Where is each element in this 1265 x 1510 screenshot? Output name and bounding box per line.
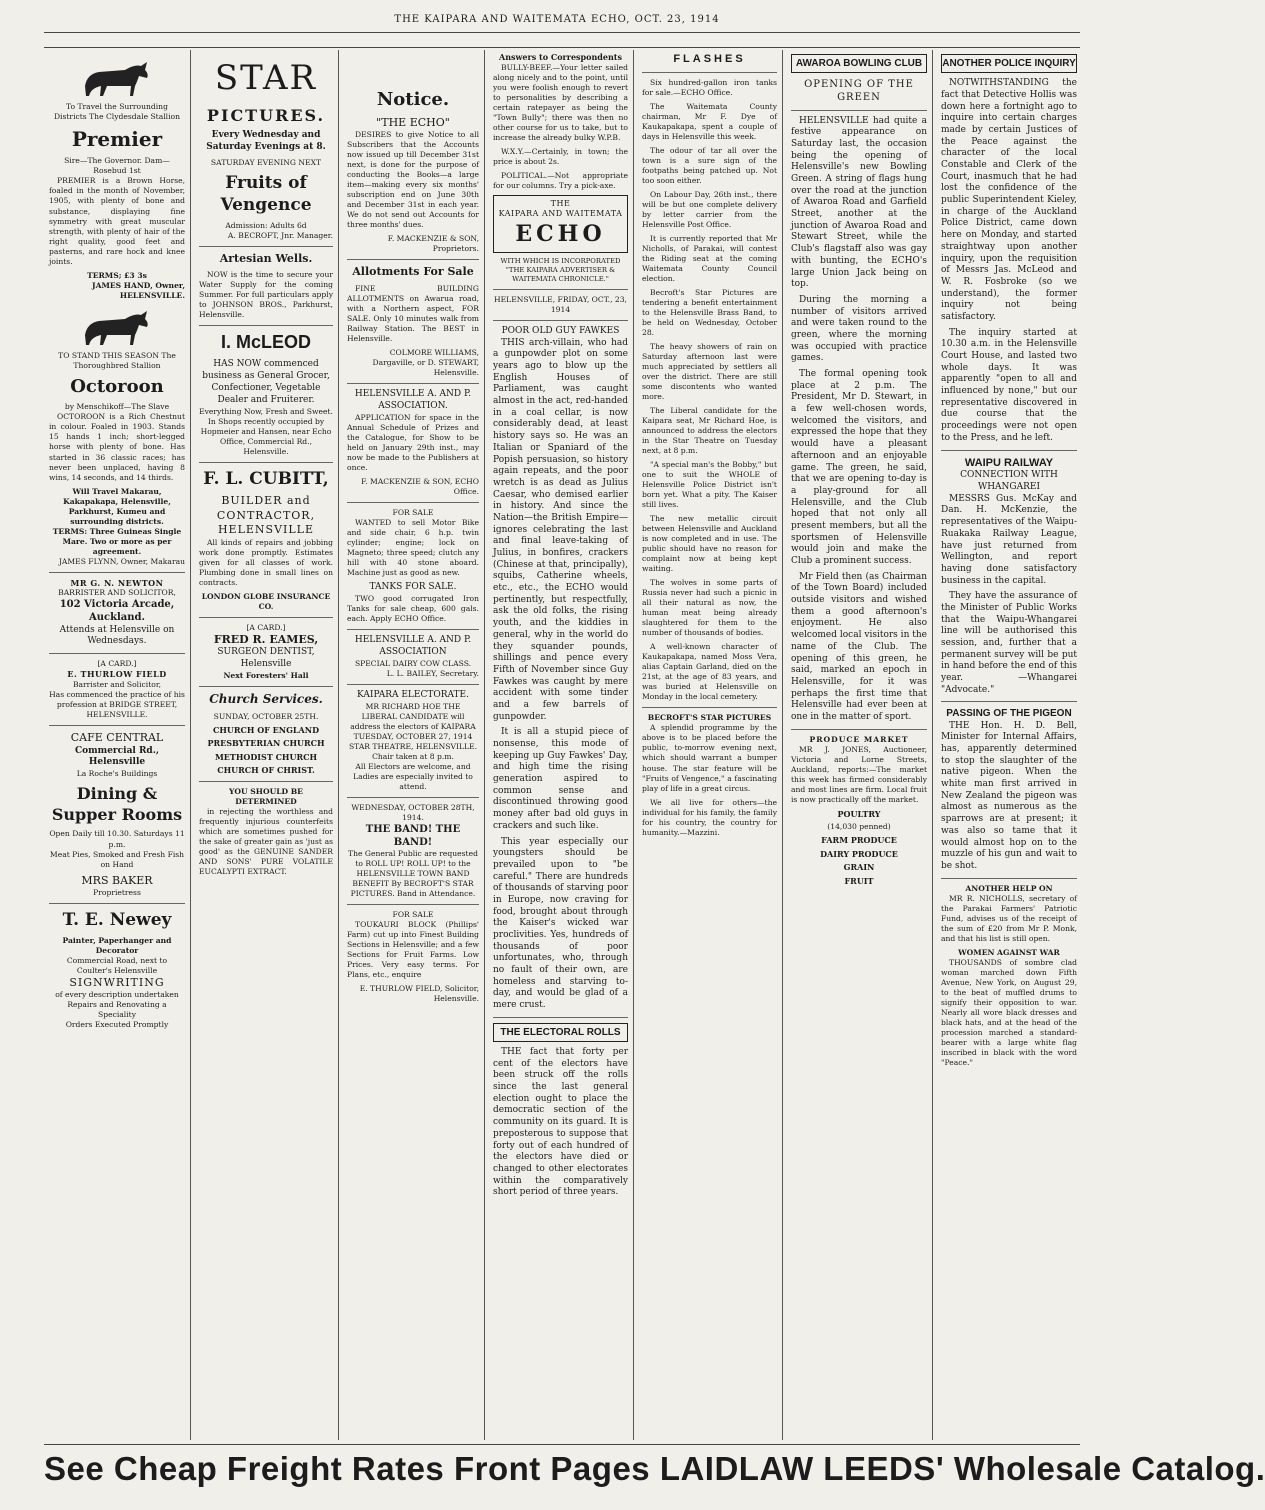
church-date: SUNDAY, OCTOBER 25TH. [213, 711, 319, 721]
column-rule [484, 50, 485, 1440]
eames-addr: Next Foresters' Hall [223, 670, 309, 680]
bowling-body-3: The formal opening took place at 2 p.m. The President, Mr D. Stewart, in a few well-chosen words, welcomed the visitors, and expressed the hope that they would have a pleasant afternoon and an enjoyable game. The green, he said, that we are opening to-day is a play-ground for all Helensville, and the Club hoped that not only all present members, but all the sportsmen of Helensville would join and make the Club a prominent success. [791, 369, 927, 566]
divider [49, 725, 185, 726]
dining-hours: Open Daily till 10.30. Saturdays 11 p.m. [49, 829, 185, 849]
echo-nameplate [493, 195, 628, 253]
premier-sire: Sire—The Governor. Dam—Rosebud 1st [64, 156, 170, 176]
divider [791, 729, 927, 730]
star-days: Every Wednesday and Saturday Evenings at 8. [206, 129, 326, 152]
notice-body: DESIRES to give Notice to all Subscribers that the Accounts now issued up till December 31st next, is done for the purpose of conducting the Books—a large item—making every six months' subscription end on June 30th and December 31st in each year. We do not send out Accounts for three months' dues. [347, 130, 479, 230]
notice-echo: "THE ECHO" [376, 115, 450, 129]
railway-sub: CONNECTION WITH WHANGAREI [960, 470, 1058, 492]
help-title: ANOTHER HELP ON [965, 883, 1053, 893]
help-body: MR R. NICHOLLS, secretary of the Parakai Farmers' Patriotic Fund, advises us of the receipt of the sum of £20 from Mr P. Monk, and that his list is still open. [941, 893, 1077, 943]
divider [347, 684, 479, 685]
star-manager: A. BECROFT, Jnr. Manager. [227, 230, 333, 240]
divider [642, 707, 777, 708]
divider [941, 450, 1077, 451]
flashes-p10: The new metallic circuit between Helensville and Auckland is now completed and in use. The public should have no reason for complaint now at being kept waiting. [642, 514, 777, 574]
premier-intro: To Travel the Surrounding Districts The Clydesdale Stallion [53, 102, 181, 122]
card-label: [A CARD.] [246, 622, 286, 632]
newton-addr: 102 Victoria Arcade, Auckland. [59, 599, 175, 624]
dairy-sign: L. L. BAILEY, Secretary. [386, 668, 479, 678]
answers-political: POLITICAL.—Not appropriate for our columns. Try a pick-axe. [493, 170, 628, 190]
dairy-title: DAIRY PRODUCE [820, 848, 898, 859]
answers-wxy: W.X.Y.—Certainly, in town; the price is about 2s. [493, 146, 628, 166]
electoral-rolls-title: THE ELECTORAL ROLLS [493, 1023, 628, 1042]
octoroon-travel: Will Travel Makarau, Kakapakapa, Helensville, Parkhurst, Kumeu and surrounding districts. [63, 486, 171, 526]
column-rule [190, 50, 191, 1440]
flashes-p2: The Waitemata County chairman, Mr F. Dye of Kaukapakapa, spent a couple of days in Helensville this week. [642, 101, 777, 141]
divider [941, 878, 1077, 879]
fruit-title: FRUIT [844, 875, 874, 886]
ap-sign: F. MACKENZIE & SON, ECHO Office. [361, 476, 479, 496]
artesian-title: Artesian Wells. [219, 251, 313, 265]
divider [347, 797, 479, 798]
sale2-title: FOR SALE [392, 910, 434, 920]
column-2 [194, 52, 338, 1440]
flashes-p7: The heavy showers of rain on Saturday afternoon last were much appreciated by settlers all over the district. There are still some discontents who wanted more. [642, 341, 777, 401]
orders: Orders Executed Promptly [65, 1020, 169, 1030]
flashes-p11: The wolves in some parts of Russia never had such a picnic in all their natural as now, the human meat being already slaughtered for them to the number of thousands of bodies. [642, 578, 777, 638]
premier-owner: JAMES HAND, Owner, HELENSVILLE. [91, 280, 185, 300]
divider [199, 617, 333, 618]
echo-kw: KAIPARA AND WAITEMATA [498, 209, 623, 219]
column-rule [932, 50, 933, 1440]
eames-role: SURGEON DENTIST, Helensville [217, 647, 315, 670]
divider [493, 289, 628, 290]
farm-title: FARM PRODUCE [821, 835, 897, 846]
band-dates: WEDNESDAY, OCTOBER 28TH, 1914. [351, 802, 475, 822]
poultry-sub: (14,030 penned) [827, 822, 891, 832]
column-1 [44, 52, 190, 1440]
sale-title: FOR SALE [392, 507, 434, 517]
church-england: CHURCH OF ENGLAND [212, 724, 320, 735]
police-body: NOTWITHSTANDING the fact that Detective Hollis was down here a fortnight ago to inquire into certain charges made by certain Justices of the Peace against the character of the local Constable and Clerk of the Court, inasmuch that he had lost the confidence of the public Superintendent Kieley, in charge of the Auckland Police District, came down here on Monday, and started straightway upon another inquiry, upon the requisition of Messrs Jas. McLeod and W. R. Fosbroke (so we understand), the former inquiry not being satisfactory. [941, 78, 1077, 322]
elect-body: MR RICHARD HOE THE LIBERAL CANDIDATE will address the electors of KAIPARA TUESDAY, OCTOBER 27, 1914 STAR THEATRE, HELENSVILLE. [348, 701, 478, 751]
divider [347, 904, 479, 905]
flashes-p5: It is currently reported that Mr Nicholls, of Parakai, will contest the Riding seat at the coming Waitemata County Council election. [642, 233, 777, 283]
divider [347, 629, 479, 630]
column-3 [342, 52, 484, 1440]
answers-title: Answers to Correspondents [499, 52, 622, 62]
star-film: Fruits of Vengence [220, 172, 312, 216]
newton-attend: Attends at Helensville on Wednesdays. [59, 624, 175, 647]
masthead-rule [44, 32, 1080, 33]
becroft-end: We all live for others—the individual for his family, the family for his country, the country for humanity.—Mazzini. [642, 797, 777, 837]
becroft-body: A splendid programme by the above is to be placed before the public, to-morrow evening next, which should warrant a bumper house. The star feature will be "Fruits of Vengence," a fascinating play of life in a great circus. [642, 723, 777, 793]
field-name: E. THURLOW FIELD [67, 669, 167, 680]
elect-title: KAIPARA ELECTORATE. [357, 689, 469, 700]
bowling-body: HELENSVILLE had quite a festive appearance on Saturday last, the occasion being the opening of Helensville's new Bowling Green. A string of flags hung over the road at the junction of Awaroa Road and Garfield Street, another at the junction of Awaroa Road and Stewart Street, while the Club's flagstaff also was gay with bunting, the ECHO's large Union Jack being on top. [791, 115, 927, 290]
flashes-p1: Six hundred-gallon iron tanks for sale.—ECHO Office. [642, 77, 777, 97]
divider [642, 72, 777, 73]
star-next: SATURDAY EVENING NEXT [210, 157, 322, 167]
newton-role: BARRISTER AND SOLICITOR, [58, 588, 176, 598]
echo-incorporated: WITH WHICH IS INCORPORATED "THE KAIPARA ADVERTISER & WAITEMATA CHRONICLE." [500, 256, 621, 283]
bowling-body-4: Mr Field then (as Chairman of the Town Board) included outside visitors and wished them a good afternoon's enjoyment. He also welcomed local visitors in the name of the Club. The opening of this green, he said, marked an epoch in Helensville, for it was perhaps the first time that Helensville had ever been at one in the matter of sport. [791, 571, 927, 722]
dining-fare: Meat Pies, Smoked and Fresh Fish on Hand [49, 849, 185, 869]
allotments-title: Allotments For Sale [352, 265, 474, 279]
divider [347, 259, 479, 260]
church-title: Church Services. [209, 691, 323, 706]
guy-title: POOR OLD GUY FAWKES [501, 325, 620, 336]
flashes-p3: The odour of tar all over the town is a sure sign of the footpaths being patched up. Not too soon either. [642, 145, 777, 185]
divider [49, 572, 185, 573]
divider [493, 1017, 628, 1018]
cafe-name: CAFE CENTRAL [70, 730, 164, 744]
premier-terms: TERMS; £3 3s [87, 270, 147, 280]
cubitt-name: F. L. CUBITT, [203, 468, 329, 489]
pigeon-title: PASSING OF THE PIGEON [946, 708, 1072, 720]
star-admission: Admission: Adults 6d [225, 220, 307, 230]
dairy-sub: SPECIAL DAIRY COW CLASS. [354, 658, 472, 668]
repairs: Repairs and Renovating a Speciality [67, 1000, 167, 1020]
guy-body-2: It is all a stupid piece of nonsense, this mode of keeping up Guy Fawkes' Day, and high time the rising generation aspired to common sense and discontinued throwing good money after bad old guys in crackers and such like. [493, 727, 628, 831]
produce-body: MR J. JONES, Auctioneer, Victoria and Lorne Streets, Auckland, reports:—The market this week has firmed considerably and most lines are firm. Local fruit is now practically off the market. [791, 744, 927, 804]
divider [791, 110, 927, 111]
sander-title: YOU SHOULD BE DETERMINED [229, 787, 303, 807]
sale-body: WANTED to sell Motor Bike and side chair, 6 h.p. twin cylinder; engine; lock on Magneto; three speed; clutch any hill with 40 stone aboard. Machine just as good as new. [347, 518, 479, 578]
premier-body: PREMIER is a Brown Horse, foaled in the month of November, 1905, with plenty of bone and substance, displaying fine symmetry with great muscular strength, with plenty of hair of the right quality, good feet and pasterns, and rare hock and knee joints. [49, 176, 185, 266]
church-of-christ: CHURCH OF CHRIST. [217, 765, 315, 776]
sign-desc: of every description undertaken [55, 990, 179, 1000]
octoroon-terms: TERMS: Three Guineas Single Mare. Two or more as per agreement. [52, 526, 182, 556]
globe-title: LONDON GLOBE INSURANCE CO. [201, 591, 331, 611]
sale2-body: TOUKAURI BLOCK (Phillips' Farm) cut up into Finest Building Sections in Helensville; and a few Sections for Fruit Farms. Low Prices. Very easy terms. For Plans, etc., enquire [347, 920, 479, 980]
tanks-title: TANKS FOR SALE. [369, 582, 457, 593]
grain-title: GRAIN [843, 862, 875, 873]
bowling-title: AWAROA BOWLING CLUB [791, 54, 927, 73]
war-body: THOUSANDS of sombre clad woman marched down Fifth Avenue, New York, on August 29, to the beat of muffled drums to signify their opposition to war. Nearly all wore black dresses and black hats, and at the head of the procession marched a standard-bearer with a large white flag inscribed in black with the word "Peace." [941, 957, 1077, 1067]
octoroon-sire: by Menschikoff—The Slave [64, 402, 170, 412]
sander-body: in rejecting the worthless and frequently injurious counterfeits which are sometimes pushed for the sake of greater gain as 'just as good' as the GENUINE SANDER AND SONS' PURE VOLATILE EUCALYPTI EXTRACT. [199, 807, 333, 877]
octoroon-intro: TO STAND THIS SEASON The Thoroughbred Stallion [58, 350, 176, 370]
eames-name: FRED R. EAMES, [213, 632, 319, 646]
star-title: STAR [214, 58, 318, 98]
divider [199, 246, 333, 247]
railway-body-2: They have the assurance of the Minister of Public Works that the Waipu-Whangarei line will be authorised this session, and, further that a permanent survey will be put in hand before the end of this year. —Whangarei "Advocate." [941, 591, 1077, 695]
octoroon-owner: JAMES FLYNN, Owner, Makarau [58, 556, 185, 566]
dateline: HELENSVILLE, FRIDAY, OCT., 23, 1914 [494, 294, 627, 314]
footer-rule [44, 1444, 1080, 1445]
allotments-contact: COLMORE WILLIAMS, Dargaville, or D. STEWART, Helensville. [372, 348, 479, 378]
column-6 [786, 52, 932, 1440]
elect-ladies: All Electors are welcome, and Ladies are especially invited to attend. [353, 761, 473, 791]
horse-illustration [77, 56, 157, 98]
poultry-title: POULTRY [837, 808, 881, 819]
echo-the: THE [550, 198, 571, 208]
premier-title: Premier [71, 127, 163, 152]
octoroon-body: OCTOROON is a Rich Chestnut in colour. Foaled in 1903. Stands 15 hands 1 inch; short-legged horse with plenty of bone. Has started in 36 classic races; has never been unplaced, having 8 wins, 14 seconds, and 14 thirds. [49, 412, 185, 482]
field-role: Barrister and Solicitor, [72, 679, 162, 689]
header-rule [44, 47, 1080, 48]
column-rule [782, 50, 783, 1440]
band-title: THE BAND! THE BAND! [365, 823, 461, 849]
divider [941, 701, 1077, 702]
horse-illustration [77, 305, 157, 347]
divider [49, 653, 185, 654]
guy-body: THIS arch-villain, who had a gunpowder plot on some years ago to blow up the English Houses of Parliament, was caught almost in the act, red-handed in a coal cellar, is now considerably dead, at least history says so. He was an Italian or Spaniard of the Popish persuasion, so history again repeats, and the poor wretch is as dead as Julius Caesar, who demised earlier in history. And since the Nation—the British Empire—ignores celebrating the last and final leave-taking of Julius, in bonfires, crackers (Chinese at that, principally), squibs, Catherine wheels, etc., etc., the ECHO would pertinently, but respectfully, ask the old folks, the rising youth, and the kiddies in general, why in the world do they squander pounds, shillings and pence every Fifth of November since Guy Fawkes was caught by mere accident with some tinder and a few barrels of gunpowder. [493, 337, 628, 722]
divider [347, 502, 479, 503]
police-title: ANOTHER POLICE INQUIRY [941, 54, 1077, 73]
flashes-p8: The Liberal candidate for the Kaipara seat, Mr Richard Hoe, is announced to address the electors in the Star Theatre on Tuesday next, at 8 p.m. [642, 405, 777, 456]
newey-addr: Commercial Road, next to Coulter's Helensville [66, 955, 168, 975]
baker-name: MRS BAKER [81, 873, 153, 887]
signwriting: SIGNWRITING [69, 975, 165, 989]
flashes-p4: On Labour Day, 26th inst., there will be but one complete delivery by letter carrier from the Helensville Post Office. [642, 189, 777, 229]
column-7 [936, 52, 1082, 1440]
opening-title: OPENING OF THE GREEN [804, 79, 914, 104]
war-title: WOMEN AGAINST WAR [958, 947, 1060, 957]
bowling-body-2: During the morning a number of visitors arrived and were taken round to the green, where the morning was occupied with practice games. [791, 294, 927, 364]
footer-advert: See Cheap Freight Rates Front Pages LAIDLAW LEEDS' Wholesale Catalog. [44, 1450, 1265, 1487]
band-body: The General Public are requested to ROLL UP! ROLL UP! to the HELENSVILLE TOWN BAND BENEFIT By BECROFT'S STAR PICTURES. Band in Attendance. [348, 849, 478, 899]
railway-title: WAIPU RAILWAY [964, 456, 1054, 469]
presbyterian: PRESBYTERIAN CHURCH [207, 738, 325, 749]
notice-sign: F. MACKENZIE & SON, Proprietors. [387, 234, 479, 254]
sale2-sign: E. THURLOW FIELD, Solicitor, Helensville. [359, 984, 479, 1004]
dairy-title: HELENSVILLE A. AND P. ASSOCIATION [354, 635, 472, 657]
flashes-p6: Becroft's Star Pictures are tendering a benefit entertainment to the Helensville Brass Band, to be held on Wednesday, October 28. [642, 287, 777, 337]
flashes-p9: "A special man's the Bobby," but one to suit the WHOLE of Helensville Police District isn't born yet. What a pity. The Kaiser still lives. [642, 460, 777, 510]
cafe-sub: La Roche's Buildings [76, 769, 158, 779]
mcleod-body: HAS NOW commenced business as General Grocer, Confectioner, Vegetable Dealer and Fruiterer. [202, 359, 330, 405]
tanks-body: TWO good corrugated Iron Tanks for sale cheap, 600 gals. each. Apply ECHO Office. [347, 593, 479, 623]
baker-role: Proprietress [93, 888, 141, 898]
pigeon-body: THE Hon. H. D. Bell, Minister for Internal Affairs, has, apparently determined to stop the slaughter of the native pigeon. When the white man first arrived in New Zealand the pigeon was almost as numerous as the sparrows are at present; it was also so tame that it would almost hop on to the muzzle of his gun and wait to be shot. [941, 720, 1077, 871]
column-rule [633, 50, 634, 1440]
ap-body: APPLICATION for space in the Annual Schedule of Prizes and the Catalogue, for Show to be held on January 29th inst., may now be made to the Publishers at once. [347, 412, 479, 472]
flashes-p12: A well-known character of Kaukapakapa, named Moss Vera, alias Captain Garland, died on the 21st, at the age of 83 years, and was buried at Helensville on Monday in the local cemetery. [642, 642, 777, 702]
masthead: THE KAIPARA AND WAITEMATA ECHO, OCT. 23, 1914 [394, 14, 720, 25]
newey-name: T. E. Newey [62, 910, 172, 931]
newey-role: Painter, Paperhanger and Decorator [62, 935, 172, 955]
electoral-rolls-body: THE fact that forty per cent of the electors have been struck off the rolls since the last general election ought to place the democratic section of the community on its guard. It is preposterous to suppose that forty out of each hundred of the electors have died or changed to other electorates within the comparatively short period of three years. [493, 1047, 628, 1198]
produce-title: PRODUCE MARKET [809, 734, 909, 744]
answers-body: BULLY-BEEF.—Your letter sailed along nicely and to the point, until you were foolish enough to revert to personalities by describing a certain ratepayer as being the "Town Bully"; there was then no other course for us to take, but to increase the already bulky W.P.B. [493, 62, 628, 142]
divider [199, 325, 333, 326]
artesian-body: NOW is the time to secure your Water Supply for the coming Summer. For full particulars apply to JOHNSON BROS., Parkhurst, Helensville. [199, 270, 333, 320]
field-body: Has commenced the practice of his profession at BRIDGE STREET, HELENSVILLE. [49, 689, 185, 719]
column-5 [637, 52, 782, 1440]
mcleod-fresh: Everything Now, Fresh and Sweet. [199, 406, 333, 416]
newton-name: MR G. N. NEWTON [70, 577, 164, 588]
flashes-title: FLASHES [673, 53, 746, 65]
cafe-addr: Commercial Rd., Helensville [74, 745, 159, 768]
divider [199, 462, 333, 463]
dining-title: Dining & Supper Rooms [51, 784, 183, 825]
railway-body: MESSRS Gus. McKay and Dan. H. McKenzie, the representatives of the Waipu-Ruakaka Railway League, have just returned from Wellington, and report having done satisfactory business in the capital. [941, 493, 1077, 586]
police-body-2: The inquiry started at 10.30 a.m. in the Helensville Court House, and lasted two whole days. It was apparently "open to all and influenced by none," but our representative discovered in due course that the proceedings were not open to the Press, and he left. [941, 327, 1077, 443]
card-label: [A CARD.] [97, 659, 137, 669]
divider [49, 903, 185, 904]
divider [199, 781, 333, 782]
allotments-body: FINE BUILDING ALLOTMENTS on Awarua road, with a Northern aspect, FOR SALE. Only 10 minutes walk from Railway Station. The BEST in Helensville. [347, 283, 479, 344]
elect-chair: Chair taken at 8 p.m. [372, 751, 454, 761]
cubitt-role: BUILDER and CONTRACTOR, HELENSVILLE [216, 494, 316, 537]
divider [347, 383, 479, 384]
mcleod-shops: In Shops recently occupied by Hopmeier and Hansen, near Echo Office, Commercial Rd., Helensville. [200, 416, 332, 456]
ap-title: HELENSVILLE A. AND P. ASSOCIATION. [354, 389, 472, 411]
cubitt-body: All kinds of repairs and jobbing work done promptly. Estimates given for all classes of work. Plumbing done in small lines on contracts. [199, 537, 333, 587]
notice-title: Notice. [376, 89, 450, 110]
divider [199, 686, 333, 687]
column-rule [338, 50, 339, 1440]
methodist: METHODIST CHURCH [214, 751, 318, 762]
octoroon-title: Octoroon [70, 375, 164, 397]
column-4 [488, 52, 633, 1440]
divider [493, 320, 628, 321]
guy-body-3: This year especially our youngsters should be prevailed upon to "be careful." There are hundreds of thousands of starving poor in Europe, now craving for food, brought about through the Kaiser's wicked war proclivities. Yes, hundreds of thousands of poor unfortunates, who, through no fault of their own, are homeless and starving to-day, and would be glad of a mere crust. [493, 836, 628, 1011]
star-pictures: PICTURES. [206, 105, 326, 125]
echo-name: ECHO [515, 220, 606, 247]
mcleod-name: I. McLEOD [220, 332, 311, 353]
becroft-title: BECROFT'S STAR PICTURES [647, 713, 772, 723]
